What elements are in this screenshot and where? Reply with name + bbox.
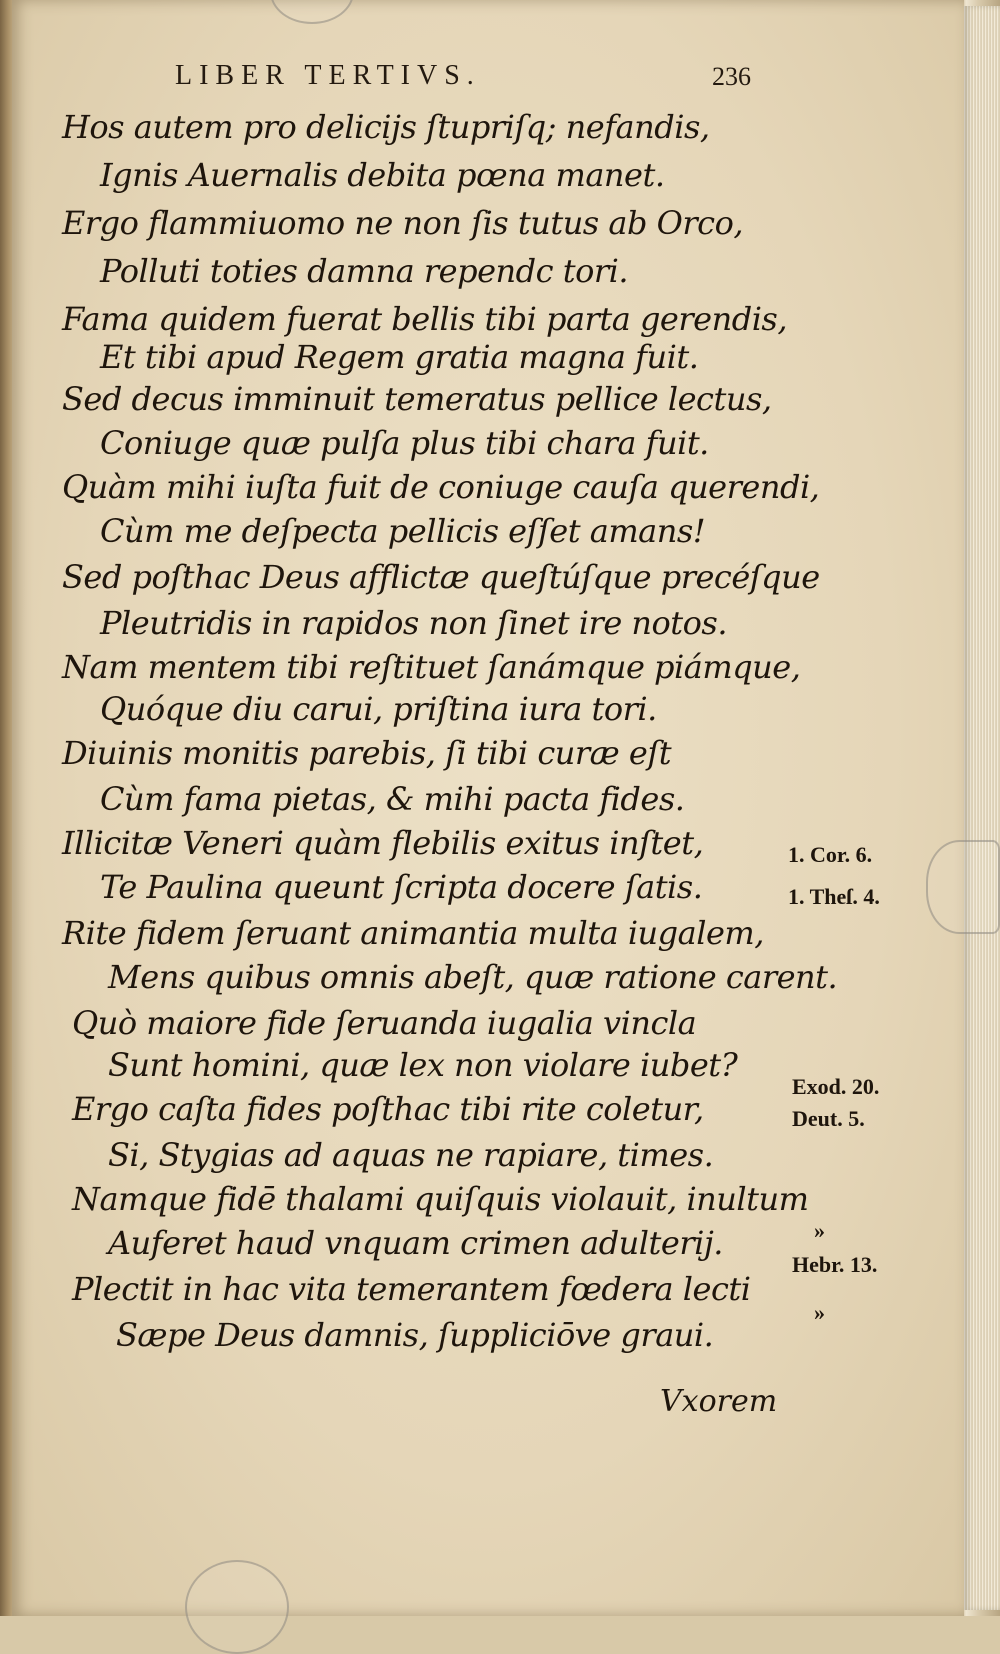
margin-note: Hebr. 13. xyxy=(792,1252,878,1277)
running-title: LIBER TERTIVS. xyxy=(175,60,481,91)
verse-line: Cùm fama pietas, & mihi pacta fides. xyxy=(100,780,685,818)
margin-note: Exod. 20. xyxy=(792,1074,880,1099)
verse-line: Te Paulina queunt ſcripta docere ſatis. xyxy=(100,868,703,906)
verse-line: Ergo flammiuomo ne non ſis tutus ab Orco, xyxy=(62,204,744,242)
verse-line: Coniuge quæ pulſa plus tibi chara fuit. xyxy=(100,424,709,462)
verse-line: Si, Stygias ad aquas ne rapiare, times. xyxy=(108,1136,714,1174)
verse-line: Et tibi apud Regem gratia magna fuit. xyxy=(100,338,699,376)
margin-note: » xyxy=(814,1218,825,1243)
verse-line: Mens quibus omnis abeſt, quæ ratione carent. xyxy=(108,958,838,996)
verse-line: Polluti toties damna rependc tori. xyxy=(100,252,629,290)
verse-line: Sæpe Deus damnis, ſuppliciōve graui. xyxy=(116,1316,714,1354)
verse-line: Diuinis monitis parebis, ſi tibi curæ eſt xyxy=(62,734,672,772)
verse-line: Illicitæ Veneri quàm flebilis exitus inſtet, xyxy=(62,824,704,862)
verse-line: Nam mentem tibi reſtituet ſanámque piámque, xyxy=(62,648,801,686)
margin-note: » xyxy=(814,1300,825,1325)
verse-line: Cùm me deſpecta pellicis eſſet amans! xyxy=(100,512,706,550)
verse-line: Quóque diu carui, priſtina iura tori. xyxy=(100,690,657,728)
verse-line: Ergo caſta fides poſthac tibi rite coletur, xyxy=(72,1090,704,1128)
verse-line: Plectit in hac vita temerantem fœdera lecti xyxy=(72,1270,751,1308)
verse-line: Sunt homini, quæ lex non violare iubet? xyxy=(108,1046,738,1084)
margin-note: 1. Cor. 6. xyxy=(788,842,873,867)
margin-note: Deut. 5. xyxy=(792,1106,865,1131)
catchword: Vxorem xyxy=(660,1384,778,1419)
margin-note: 1. Theſ. 4. xyxy=(788,884,880,909)
verse-line: Quàm mihi iuſta fuit de coniuge cauſa querendi, xyxy=(62,468,820,506)
verse-line: Rite fidem ſeruant animantia multa iugalem, xyxy=(62,914,764,952)
verse-line: Ignis Auernalis debita pœna manet. xyxy=(100,156,665,194)
verse-line: Pleutridis in rapidos non ſinet ire notos. xyxy=(100,604,728,642)
verse-line: Fama quidem fuerat bellis tibi parta gerendis, xyxy=(62,300,788,338)
verse-line: Sed poſthac Deus afflictæ queſtúſque precéſque xyxy=(62,558,820,596)
verse-line: Namque fidē thalami quiſquis violauit, inultum xyxy=(72,1180,809,1218)
verse-line: Quò maiore fide ſeruanda iugalia vincla xyxy=(72,1004,697,1042)
verse-line: Auferet haud vnquam crimen adulterij. xyxy=(108,1224,723,1262)
verse-line: Sed decus imminuit temeratus pellice lectus, xyxy=(62,380,772,418)
verse-line: Hos autem pro delicijs ſtupriſq; nefandis, xyxy=(62,108,710,146)
page-number: 236 xyxy=(712,62,751,91)
